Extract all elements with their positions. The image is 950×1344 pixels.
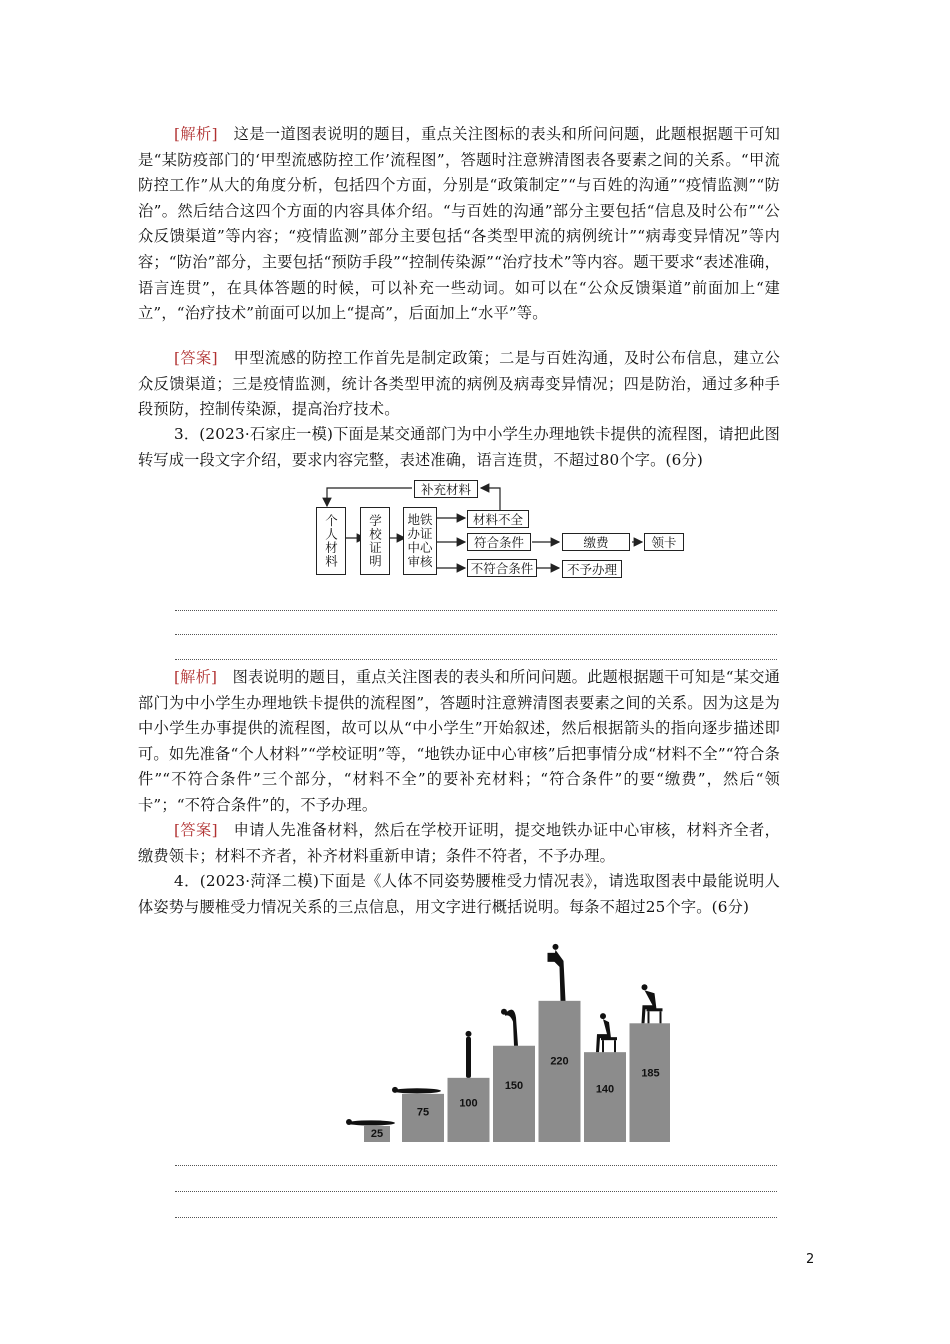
- chart-value-label: 25: [370, 1127, 384, 1140]
- posture-figure-icon: [392, 1087, 441, 1094]
- chart-value-label: 100: [459, 1097, 478, 1110]
- analysis-text: 图表说明的题目，重点关注图表的表头和所问问题。此题根据题干可知是“某交通部门为中小学生办理地铁卡提供的流程图”，答题时注意辨清图表要素之间的关系。因为这是为中小学生办事提供的流程图，故可以从“中小学生”开始叙述，然后根据箭头的指向逐步描述即可。如先准备“个人材料”“学校证明”等，“地铁办证中心审核”后把事情分成“材料不全”“符合条件”“不符合条件”三个部分，“材料不全”的要补充材料；“符合条件”的要“缴费”，然后“领卡”；“不符合条件”的，不予办理。: [138, 668, 781, 814]
- chart-value-label: 220: [550, 1055, 569, 1068]
- q3-stem: 3．(2023·石家庄一模)下面是某交通部门为中小学生办理地铁卡提供的流程图，请把此图转写成一段文字介绍，要求内容完整，表述准确，语言连贯，不超过80个字。(6分): [138, 425, 780, 469]
- lumbar-force-chart: [330, 938, 670, 1148]
- analysis-text: 这是一道图表说明的题目，重点关注图标的表头和所问问题，此题根据题干可知是“某防疫部门的‘甲型流感防控工作’流程图”，答题时注意辨清图表各要素之间的关系。“甲流防控工作”从大的角度分析，包括四个方面，分别是“政策制定”“与百姓的沟通”“疫情监测”“防治”。然后结合这四个方面的内容具体介绍。“与百姓的沟通”部分主要包括“信息及时公布”“公众反馈渠道”等内容；“疫情监测”部分主要包括“各类型甲流的病例统计”“病毒变异情况”等内容；“防治”部分，主要包括“预防手段”“控制传染源”“治疗技术”等内容。题干要求“表述准确，语言连贯”，在具体答题的时候，可以补充一些动词。如可以在“公众反馈渠道”前面加上“建立”，“治疗技术”前面可以加上“提高”，后面加上“水平”等。: [138, 125, 781, 323]
- answer-line: [175, 634, 777, 635]
- answer-line: [175, 659, 777, 660]
- answer-tag: [答案]: [174, 821, 218, 839]
- chart-bar: [584, 1052, 626, 1142]
- posture-figure-icon: [548, 944, 566, 1001]
- flow-box-personal: 个人材料: [316, 507, 346, 575]
- answer-line: [175, 1217, 777, 1218]
- flow-box-pay: 缴费: [562, 533, 630, 551]
- posture-figure-icon: [346, 1119, 395, 1126]
- answer-tag: [答案]: [174, 349, 218, 367]
- answer-line: [175, 1165, 777, 1166]
- q4-stem: 4．(2023·菏泽二模)下面是《人体不同姿势腰椎受力情况表》，请选取图表中最能说明人体姿势与腰椎受力情况关系的三点信息，用文字进行概括说明。每条不超过25个字。(6分): [138, 872, 780, 916]
- flow-box-supplement: 补充材料: [414, 480, 478, 498]
- chart-value-label: 185: [641, 1067, 660, 1080]
- flow-box-qualified: 符合条件: [467, 533, 531, 551]
- analysis-tag: [解析]: [174, 125, 218, 143]
- flow-box-school: 学校证明: [360, 507, 390, 575]
- metro-card-flowchart: [310, 478, 690, 583]
- answer-line: [175, 610, 777, 611]
- flow-box-get-card: 领卡: [644, 533, 684, 551]
- page-number: 2: [806, 1252, 815, 1267]
- arrow-supplement-personal: [327, 488, 412, 506]
- chart-bar: [448, 1078, 490, 1142]
- q3-analysis: [138, 665, 780, 819]
- analysis-tag: [解析]: [174, 668, 218, 686]
- center-line: 地铁: [407, 512, 433, 527]
- q3-answer: [138, 818, 780, 869]
- flow-box-center: [403, 507, 437, 575]
- chart-value-label: 140: [595, 1083, 615, 1096]
- chart-svg: [330, 938, 670, 1148]
- chart-bar: [493, 1046, 535, 1142]
- center-line: 审核: [407, 554, 433, 569]
- center-line: 中心: [407, 540, 433, 555]
- center-line: 办证: [407, 526, 433, 541]
- q2-answer: [138, 346, 780, 423]
- chart-value-label: 75: [416, 1106, 430, 1119]
- answer-text: 甲型流感的防控工作首先是制定政策；二是与百姓沟通，及时公布信息，建立公众反馈渠道；三是疫情监测，统计各类型甲流的病例及病毒变异情况；四是防治，通过多种手段预防，控制传染源，提高治疗技术。: [138, 349, 781, 419]
- flow-box-incomplete: 材料不全: [467, 510, 529, 528]
- posture-figure-icon: [501, 1009, 518, 1046]
- flow-box-reject: 不予办理: [562, 560, 622, 578]
- answer-line: [175, 1191, 777, 1192]
- posture-figure-icon: [596, 1013, 617, 1052]
- posture-figure-icon: [642, 984, 663, 1023]
- chart-bar: [630, 1023, 671, 1142]
- chart-value-label: 150: [504, 1080, 524, 1093]
- answer-text: 申请人先准备材料，然后在学校开证明，提交地铁办证中心审核，材料齐全者，缴费领卡；材料不齐者，补齐材料重新申请；条件不符者，不予办理。: [138, 821, 781, 865]
- arrow-incomplete-supplement: [481, 488, 500, 510]
- posture-figure-icon: [466, 1031, 472, 1078]
- q2-analysis: [138, 122, 780, 327]
- chart-bar: [539, 1001, 581, 1142]
- flow-box-unqualified: 不符合条件: [467, 559, 537, 577]
